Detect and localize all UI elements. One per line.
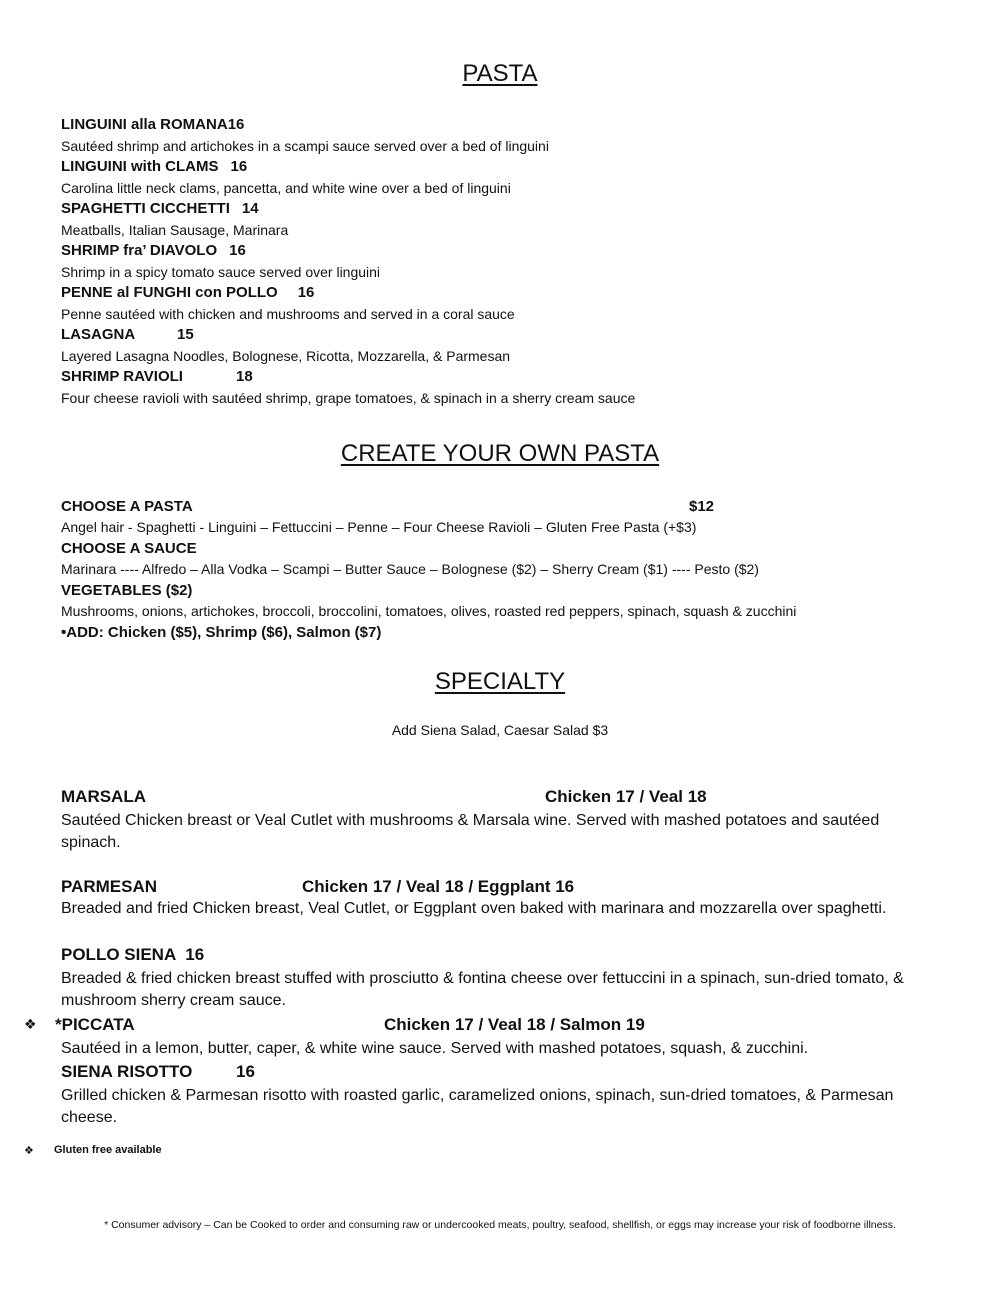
pasta-item-5-name: PENNE al FUNGHI con POLLO 16: [61, 284, 315, 301]
specialty-item-parmesan-desc: Breaded and fried Chicken breast, Veal Cutlet, or Eggplant oven baked with marinara and mozzarella over spaghetti.: [61, 900, 887, 917]
pasta-heading: PASTA: [462, 60, 538, 87]
pasta-item-6-name: LASAGNA: [61, 326, 136, 343]
pasta-item-6-desc: Layered Lasagna Noodles, Bolognese, Ricotta, Mozzarella, & Parmesan: [61, 348, 511, 364]
specialty-item-siena-risotto-price: 16: [236, 1062, 255, 1081]
vegetables-label: VEGETABLES ($2): [61, 582, 193, 599]
choose-sauce-label: CHOOSE A SAUCE: [61, 540, 197, 557]
vegetable-options: Mushrooms, onions, artichokes, broccoli, broccolini, tomatoes, olives, roasted red peppers, spinach, squash & zucchini: [61, 603, 797, 619]
pasta-item-2-desc: Carolina little neck clams, pancetta, and white wine over a bed of linguini: [61, 180, 511, 196]
pasta-item-6-price: 15: [177, 326, 194, 343]
specialty-item-piccata-name: *PICCATA: [55, 1015, 135, 1034]
pasta-item-7-price: 18: [236, 368, 253, 385]
pasta-item-2-name: LINGUINI with CLAMS 16: [61, 158, 248, 175]
add-protein-line: •ADD: Chicken ($5), Shrimp ($6), Salmon ($7): [61, 624, 382, 641]
pasta-item-3-name: SPAGHETTI CICCHETTI 14: [61, 200, 259, 217]
choose-pasta-label: CHOOSE A PASTA: [61, 498, 193, 515]
specialty-item-marsala-name: MARSALA: [61, 787, 146, 806]
pasta-item-4-desc: Shrimp in a spicy tomato sauce served over linguini: [61, 264, 381, 280]
gluten-free-marker-icon: ❖: [24, 1016, 37, 1032]
sauce-options: Marinara ---- Alfredo – Alla Vodka – Scampi – Butter Sauce – Bolognese ($2) – Sherry Cream ($1) ---- Pesto ($2): [61, 561, 759, 577]
specialty-heading: SPECIALTY: [434, 668, 566, 695]
specialty-item-piccata-price: Chicken 17 / Veal 18 / Salmon 19: [384, 1015, 645, 1034]
specialty-item-marsala-price: Chicken 17 / Veal 18: [545, 787, 707, 806]
specialty-item-piccata-desc: Sautéed in a lemon, butter, caper, & white wine sauce. Served with mashed potatoes, squash, & zucchini.: [61, 1040, 809, 1057]
pasta-item-7-name: SHRIMP RAVIOLI: [61, 368, 183, 385]
specialty-item-parmesan-name: PARMESAN: [61, 877, 158, 896]
pasta-item-1-name: LINGUINI alla ROMANA16: [61, 116, 245, 133]
specialty-item-marsala-desc: Sautéed Chicken breast or Veal Cutlet with mushrooms & Marsala wine. Served with mashed potatoes and sautéed spinach.: [61, 812, 880, 851]
gluten-free-legend-icon: ❖: [24, 1145, 34, 1157]
pasta-item-4-name: SHRIMP fra’ DIAVOLO 16: [61, 242, 246, 259]
specialty-item-siena-risotto-desc: Grilled chicken & Parmesan risotto with roasted garlic, caramelized onions, spinach, sun-dried tomatoes, & Parmesan cheese.: [61, 1087, 894, 1126]
bullet-icon: •: [61, 624, 67, 641]
pasta-item-3-desc: Meatballs, Italian Sausage, Marinara: [61, 222, 289, 238]
add-salad-note: Add Siena Salad, Caesar Salad $3: [391, 722, 609, 738]
pasta-item-7-desc: Four cheese ravioli with sautéed shrimp, grape tomatoes, & spinach in a sherry cream sauce: [61, 390, 636, 406]
specialty-item-pollo-siena-name: POLLO SIENA 16: [61, 945, 205, 964]
specialty-item-parmesan-price: Chicken 17 / Veal 18 / Eggplant 16: [302, 877, 575, 896]
pasta-item-5-desc: Penne sautéed with chicken and mushrooms and served in a coral sauce: [61, 306, 515, 322]
choose-pasta-price: $12: [689, 498, 715, 515]
specialty-item-pollo-siena-desc: Breaded & fried chicken breast stuffed with prosciutto & fontina cheese over fettuccini in a spinach, sun-dried tomato, & mushroom sherry cream sauce.: [61, 970, 904, 1009]
gluten-free-legend-text: Gluten free available: [54, 1144, 162, 1156]
create-heading: CREATE YOUR OWN PASTA: [340, 440, 660, 467]
consumer-advisory: * Consumer advisory – Can be Cooked to order and consuming raw or undercooked meats, poultry, seafood, shellfish, or eggs may increase your risk of foodborne illness.: [104, 1219, 896, 1231]
specialty-item-siena-risotto-name: SIENA RISOTTO: [61, 1062, 193, 1081]
pasta-item-1-desc: Sautéed shrimp and artichokes in a scampi sauce served over a bed of linguini: [61, 138, 549, 154]
pasta-options: Angel hair - Spaghetti - Linguini – Fettuccini – Penne – Four Cheese Ravioli – Gluten Free Pasta (+$3): [61, 519, 697, 535]
